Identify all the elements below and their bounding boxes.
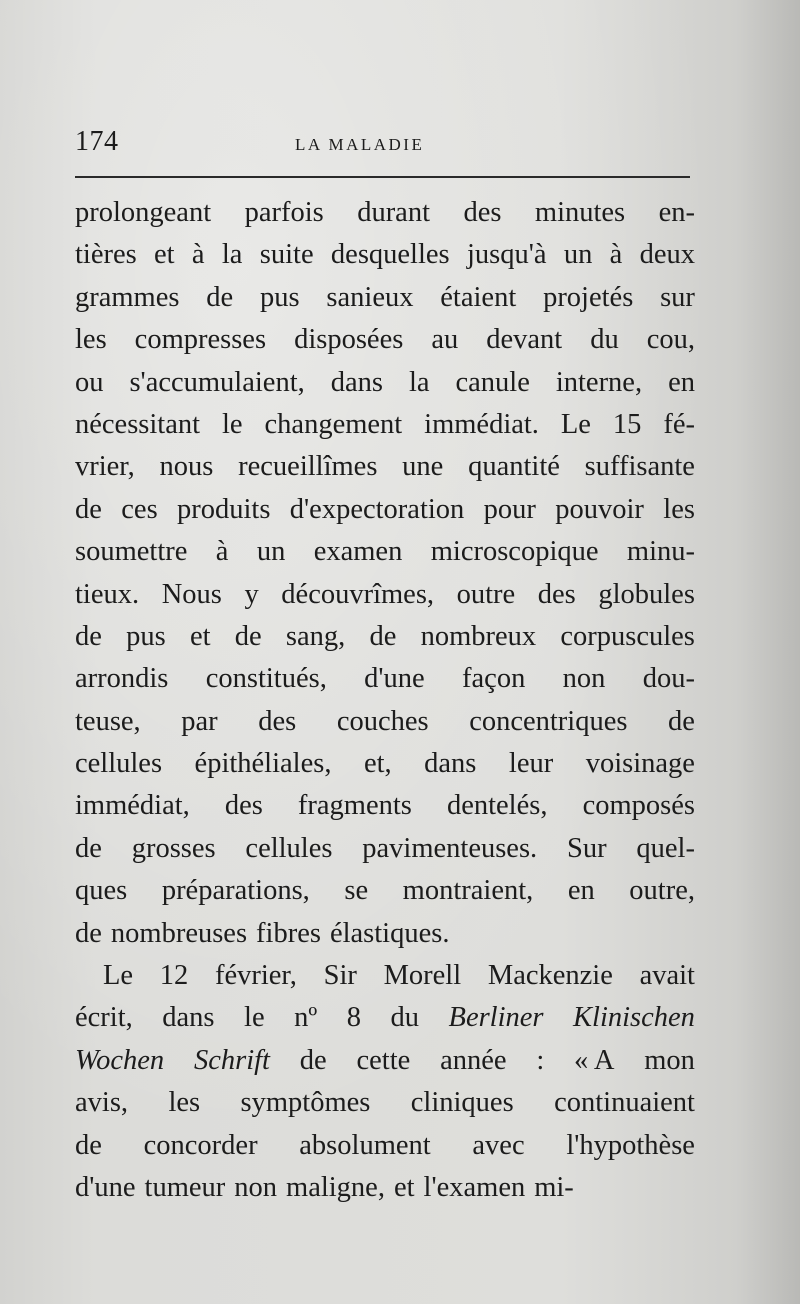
word: les xyxy=(663,493,695,525)
word: changement xyxy=(264,408,403,440)
text-line xyxy=(75,1167,695,1209)
word: pus xyxy=(260,281,300,313)
word: ques xyxy=(75,875,128,907)
word: immédiat. xyxy=(424,408,539,440)
word: de xyxy=(75,917,102,949)
word: de xyxy=(206,281,234,313)
word: nombreuses xyxy=(110,917,248,949)
word: corpuscules xyxy=(560,620,695,652)
word: jusqu'à xyxy=(466,239,547,271)
word: : xyxy=(536,1044,545,1076)
word: outre, xyxy=(629,875,695,907)
word: grosses xyxy=(131,832,216,864)
word: par xyxy=(181,705,218,737)
word: Sir xyxy=(323,960,357,992)
word: de xyxy=(299,1044,327,1076)
word: Morell xyxy=(383,960,462,992)
word: février, xyxy=(214,960,297,992)
text-line xyxy=(75,192,695,234)
word: non xyxy=(562,663,606,695)
word: durant xyxy=(357,197,430,228)
word: 15 xyxy=(612,408,642,440)
body-text xyxy=(75,192,695,1209)
word: à xyxy=(191,239,205,271)
word: pavimenteuses. xyxy=(362,832,538,864)
word: sanieux xyxy=(326,281,414,313)
text-line xyxy=(75,913,695,955)
word: à xyxy=(609,239,623,271)
word: de xyxy=(369,620,397,652)
text-line xyxy=(75,489,695,531)
word: vrier, xyxy=(75,451,135,483)
word: projetés xyxy=(543,281,634,313)
word: nous xyxy=(159,451,214,483)
running-title: LA MALADIE xyxy=(295,135,425,154)
text-line xyxy=(75,319,695,361)
word: couches xyxy=(336,705,429,737)
word: tieux. xyxy=(75,578,140,610)
word: voisinage xyxy=(585,748,695,780)
word: 12 xyxy=(159,960,189,992)
word: desquelles xyxy=(330,239,450,271)
word: année xyxy=(440,1044,507,1076)
word: devant xyxy=(486,324,563,356)
word: du xyxy=(390,1002,420,1034)
word: et xyxy=(189,620,211,652)
text-line xyxy=(75,531,695,573)
text-line xyxy=(75,234,695,276)
word: pour xyxy=(483,493,536,525)
word: immédiat, xyxy=(75,790,190,822)
word: découvrîmes, xyxy=(281,578,435,610)
word: Le xyxy=(103,960,134,992)
word: cellules xyxy=(75,748,163,780)
text-line xyxy=(75,870,695,912)
word: écrit, xyxy=(75,1002,133,1034)
text-line xyxy=(75,828,695,870)
word: Mackenzie xyxy=(487,960,613,992)
word: avec xyxy=(472,1129,525,1161)
word: de xyxy=(75,493,102,525)
word: teuse, xyxy=(75,705,141,737)
word: compresses xyxy=(134,324,267,356)
text-line xyxy=(75,658,695,700)
word: Wochen xyxy=(75,1044,165,1076)
word: et xyxy=(393,1171,415,1203)
word: leur xyxy=(508,748,554,780)
word: nº xyxy=(294,1002,318,1034)
word: d'expectoration xyxy=(289,493,465,525)
word: symptômes xyxy=(240,1087,371,1119)
word: de xyxy=(234,620,262,652)
text-line xyxy=(75,574,695,616)
word: préparations, xyxy=(161,875,310,907)
word: dans xyxy=(424,748,477,780)
word: du xyxy=(590,324,619,356)
text-line xyxy=(75,616,695,658)
word: s'accumulaient, xyxy=(129,366,305,398)
word: de xyxy=(75,620,102,652)
word: constitués, xyxy=(205,663,327,695)
word: à xyxy=(215,536,229,568)
word: fé- xyxy=(663,408,695,440)
word: quantité xyxy=(468,451,560,483)
word: ou xyxy=(75,366,104,398)
word: dans xyxy=(162,1002,215,1034)
word: soumettre xyxy=(75,536,188,568)
word: « A xyxy=(574,1044,615,1076)
word: et xyxy=(154,239,175,271)
word: avis, xyxy=(75,1087,129,1119)
word: montraient, xyxy=(402,875,534,907)
word: cliniques xyxy=(410,1087,514,1119)
word: outre xyxy=(456,578,516,610)
word: de xyxy=(75,832,102,864)
page-header xyxy=(75,126,690,166)
word: Schrift xyxy=(193,1044,270,1076)
word: suite xyxy=(259,239,314,271)
word: Nous xyxy=(161,578,222,610)
text-line xyxy=(75,785,695,827)
word: sang, xyxy=(285,620,346,652)
word: des xyxy=(258,705,297,737)
word: façon xyxy=(462,663,526,695)
text-line xyxy=(75,997,695,1039)
word: quel- xyxy=(636,832,695,864)
word: deux xyxy=(639,239,695,271)
word: un xyxy=(563,239,593,271)
word: en- xyxy=(658,197,695,228)
word: se xyxy=(344,875,369,907)
word: les xyxy=(168,1087,201,1119)
text-line xyxy=(75,743,695,785)
word: parfois xyxy=(244,197,324,228)
word: les xyxy=(75,324,107,356)
word: des xyxy=(224,790,263,822)
text-line xyxy=(75,277,695,319)
word: produits xyxy=(177,493,271,525)
word: pus xyxy=(126,620,166,652)
word: de xyxy=(75,1129,102,1161)
word: y xyxy=(244,578,259,610)
word: des xyxy=(463,197,502,228)
word: dentelés, xyxy=(446,790,548,822)
word: tières xyxy=(75,239,137,271)
page-number: 174 xyxy=(75,126,119,157)
text-line xyxy=(75,1040,695,1082)
word: globules xyxy=(598,578,695,610)
word: des xyxy=(537,578,576,610)
word: Sur xyxy=(566,832,607,864)
text-line xyxy=(75,955,695,997)
word: concentriques xyxy=(469,705,628,737)
word: arrondis xyxy=(75,663,169,695)
word: élastiques. xyxy=(329,917,450,949)
word: avait xyxy=(639,960,695,992)
word: interne, xyxy=(555,366,643,398)
word: continuaient xyxy=(554,1087,695,1119)
word: cette xyxy=(356,1044,411,1076)
word: concorder xyxy=(143,1129,258,1161)
word: le xyxy=(244,1002,265,1034)
word: canule xyxy=(455,366,530,398)
word: tumeur xyxy=(144,1171,226,1203)
word: la xyxy=(408,366,430,398)
word: examen xyxy=(313,536,403,568)
word: non xyxy=(234,1171,278,1203)
word: l'examen xyxy=(423,1171,526,1203)
word: l'hypothèse xyxy=(566,1129,695,1161)
word: cellules xyxy=(245,832,333,864)
word: 8 xyxy=(346,1002,361,1034)
word: au xyxy=(431,324,459,356)
word: disposées xyxy=(294,324,404,356)
text-line xyxy=(75,1125,695,1167)
text-line xyxy=(75,362,695,404)
word: mi- xyxy=(534,1171,574,1203)
word: nécessitant xyxy=(75,408,201,440)
word: minu- xyxy=(626,536,695,568)
word: et, xyxy=(363,748,392,780)
word: grammes xyxy=(75,281,180,313)
word: sur xyxy=(660,281,695,313)
word: absolument xyxy=(299,1129,431,1161)
word: Le xyxy=(560,408,591,440)
word: pouvoir xyxy=(555,493,644,525)
word: d'une xyxy=(364,663,425,695)
word: étaient xyxy=(440,281,517,313)
word: ces xyxy=(121,493,158,525)
word: dou- xyxy=(642,663,695,695)
word: suffisante xyxy=(584,451,695,483)
word: la xyxy=(221,239,243,271)
word: d'une xyxy=(75,1171,136,1203)
word: un xyxy=(256,536,286,568)
word: nombreux xyxy=(420,620,537,652)
word: microscopique xyxy=(430,536,599,568)
header-rule xyxy=(75,176,690,178)
word: Klinischen xyxy=(573,1002,695,1034)
word: dans xyxy=(330,366,383,398)
word: recueillîmes xyxy=(238,451,378,483)
word: en xyxy=(668,366,695,398)
text-line xyxy=(75,446,695,488)
word: une xyxy=(402,451,444,483)
word: Berliner xyxy=(448,1002,544,1034)
word: de xyxy=(668,705,695,737)
word: épithéliales, xyxy=(194,748,332,780)
text-line xyxy=(75,404,695,446)
word: composés xyxy=(582,790,695,822)
word: minutes xyxy=(534,197,626,228)
word: en xyxy=(567,875,595,907)
word: maligne, xyxy=(286,1171,385,1203)
text-line xyxy=(75,1082,695,1124)
word: cou, xyxy=(646,324,695,356)
word: fibres xyxy=(256,917,321,949)
text-line xyxy=(75,701,695,743)
word: fragments xyxy=(297,790,412,822)
word: prolongeant xyxy=(75,197,212,228)
word: mon xyxy=(644,1044,695,1076)
word: le xyxy=(222,408,243,440)
